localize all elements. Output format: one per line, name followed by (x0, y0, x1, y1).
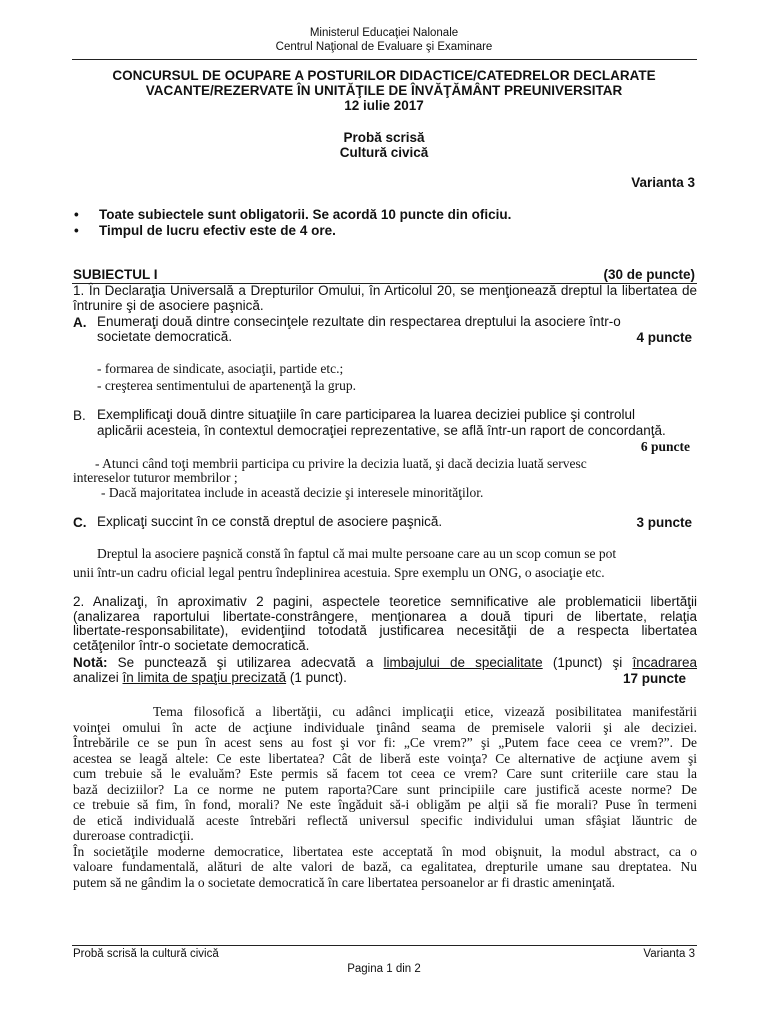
essay-line: cum trebuie să le evaluăm? Este permis să facem tot ceea ce vrem? Care sunt criteriile care stau la (73, 766, 697, 781)
section-label: SUBIECTUL I (73, 267, 158, 282)
question-2-line2: (analizarea raportului libertate-constrângere, menţionarea a două tipuri de libertate, relaţia (73, 608, 697, 624)
question-b-answer-1-line1: - Atunci când toţi membrii participa cu privire la decizia luată, şi dacă decizia luată servesc (95, 456, 587, 471)
question-a-answer-1: - formarea de sindicate, asociaţii, partide etc.; (97, 361, 344, 376)
question-a-letter: A. (73, 315, 87, 330)
note-framing: încadrarea (632, 655, 697, 670)
essay-line: voinţei omului în acte de acţiune individuale ţinând seama de premisele valorii şi ale deciziei. (73, 719, 697, 735)
essay-line: Tema filosofică a libertăţii, cu adânci implicaţii etice, vizează posibilitatea manifestării (153, 704, 697, 719)
question-2-line1: 2. Analizaţi, în aproximativ 2 pagini, aspectele teoretice semnificative ale problematicii libertăţii (73, 594, 697, 609)
variant-label: Varianta 3 (631, 175, 695, 190)
question-c-letter: C. (73, 515, 87, 530)
bullet-icon: • (74, 207, 79, 222)
question-2-note-line1: Notă: Se punctează şi utilizarea adecvată a limbajului de specialitate (1punct) şi încadrarea (73, 655, 697, 670)
section-points: (30 de puncte) (603, 267, 695, 282)
question-b-answer-2: - Dacă majoritatea include in această decizie şi interesele minorităţilor. (101, 485, 484, 500)
question-b-letter: B. (73, 408, 86, 423)
essay-line: valoare fundamentală, alături de alte valori de bază, ca egalitatea, drepturile umane sau dreptatea. Nu (73, 859, 697, 874)
exam-title-line2: VACANTE/REZERVATE ÎN UNITĂŢILE DE ÎNVĂŢĂMÂNT PREUNIVERSITAR (145, 83, 623, 98)
essay-line: ce trebuie să fim, în fond, morali? Ne este îngăduit să-i obligăm pe alţii să fie morali? Puse în termeni (73, 797, 697, 812)
question-a-line2: societate democratică. (97, 329, 233, 344)
note-specialty-language: limbajului de specialitate (383, 655, 543, 670)
question-a-line1: Enumeraţi două dintre consecinţele rezultate din respectarea dreptului la asociere într-o (97, 314, 621, 329)
exam-title-line1: CONCURSUL DE OCUPARE A POSTURILOR DIDACTICE/CATEDRELOR DECLARATE (112, 68, 656, 83)
exam-date: 12 iulie 2017 (344, 98, 424, 113)
essay-answer (73, 704, 697, 890)
essay-line: dureroase contradicţii. (73, 828, 194, 843)
essay-line: de etică individuală aceste întrebări reflectă universul specific individului uman sfâşiat lăuntric de (73, 812, 697, 828)
footer-variant: Varianta 3 (643, 948, 695, 960)
document-page: Ministerul Educaţiei Nalonale Centrul Naţional de Evaluare şi Examinare CONCURSUL DE OCUPARE A POSTURILOR DIDACTICE/CATEDRELOR DECLARATE VACANTE/REZERVATE ÎN UNITĂŢILE DE ÎNVĂŢĂMÂNT PREUNIVERSITAR 12 iulie 2017 Probă scrisă Cultură civică Varianta 3 • Toate subiectele sunt obligatorii. Se acordă 10 puncte din oficiu. • Timpul de lucru efectiv este de 4 ore. SUBIECTUL I (30 de puncte) 1. În Declaraţia Universală a Drepturilor Omului, în Articolul 20, se menţionează dreptul la libertatea de întrunire şi de asociere paşnică. A. Enumeraţi două dintre consecinţele rezultate din respectarea dreptului la asociere într-o societate democratică. 4 puncte - formarea de sindicate, asociaţii, partide etc.; - creşterea sentimentului de apartenenţă la grup. B. Exemplificaţi două dintre situaţiile în care participarea la luarea deciziei publice şi controlul aplicării acesteia, în contextul democraţiei reprezentative, se află într-un raport de concordanţă. 6 puncte - Atunci când toţi membrii participa cu privire la decizia luată, şi dacă decizia luată servesc intereselor tuturor membrilor ; - Dacă majoritatea include in această decizie şi interesele minorităţilor. C. Explicaţi succint în ce constă dreptul de asociere paşnică. 3 puncte Dreptul la asociere paşnică constă în faptul că mai multe persoane care au un scop comun se pot unii într-un cadru oficial legal pentru îndeplinirea acestuia. Spre exemplu un ONG, o asociaţie etc. 2. Analizaţi, în aproximativ 2 pagini, aspectele teoretice semnificative ale problematicii libertăţii (analizarea raportului libertate-constrângere, menţionarea a două tipuri de libertate, relaţia libertate-responsabilitate), evidenţiind totodată justificarea necesităţii de a respecta libertatea cetăţenilor într-o societate democratică. Notă: Se punctează şi utilizarea adecvată a limbajului de specialitate (1punct) şi încadrarea analizei în limita de spaţiu precizată (1 punct). 17 puncte Tema filosofică a libertăţii, cu adânci implicaţii etice, vizează posibilitatea manifestării voinţei omului în acte de acţiune individuale ţinând seama de premisele valorii şi ale deciziei. Întrebările ce se pun în acest sens au fost şi vor fi: „Ce vrem?” şi „Putem face ceea ce vrem?”. De acestea se leagă altele: Ce este libertatea? Cât de liberă este voinţa? Ce alternative de acţiune avem şi cum trebuie să le evaluăm? Este permis să facem tot ceea ce vrem? Care sunt criteriile care stau la bază deciziilor? La ce norme ne putem raporta?Care sunt principiile care justifică aceste norme? De ce trebuie să fim, în fond, morali? Ne este îngăduit să-i obligăm pe alţii să fie morali? Puse în termeni de etică individuală aceste întrebări reflectă universul specific individului uman sfâşiat lăuntric de dureroase contradicţii. În societăţile moderne democratice, libertatea este acceptată în mod obişnuit, la modul abstract, ca o valoare fundamentală, alături de alte valori de bază, ca egalitatea, drepturile umane sau dreptatea. Nu putem să ne gândim la o societate democratică în care libertatea persoanelor ar fi drastic ameninţată. Probă scrisă la cultură civică Varianta 3 Pagina 1 din 2 (0, 0, 768, 1024)
header-divider (72, 59, 697, 60)
question-c-text: Explicaţi succint în ce constă dreptul de asociere paşnică. (97, 514, 443, 529)
question-b-answer-1-line2: intereselor tuturor membrilor ; (73, 470, 238, 485)
exam-subject: Cultură civică (339, 145, 429, 160)
question-c-points: 3 puncte (636, 515, 692, 530)
question-a-points: 4 puncte (636, 330, 692, 345)
essay-line: În societăţile moderne democratice, libertatea este acceptată în mod obişnuit, la modul abstract, ca o (73, 843, 697, 859)
exam-type: Probă scrisă (343, 130, 425, 145)
center-name: Centrul Naţional de Evaluare şi Examinare (275, 41, 493, 53)
question-c-answer-line2: unii într-un cadru oficial legal pentru îndeplinirea acestuia. Spre exemplu un ONG, o asociaţie etc. (73, 565, 605, 580)
essay-line: bază deciziilor? La ce norme ne putem raporta?Care sunt principiile care justifică aceste norme? De (73, 781, 697, 797)
essay-line: Întrebările ce se pun în acest sens au fost şi vor fi: „Ce vrem?” şi „Putem face ceea ce vrem?”. De (73, 735, 697, 750)
bullet-icon: • (74, 223, 79, 238)
question-c-answer-line1: Dreptul la asociere paşnică constă în faptul că mai multe persoane care au un scop comun se pot (97, 546, 617, 561)
question-a-answer-2: - creşterea sentimentului de apartenenţă la grup. (97, 378, 357, 393)
question-2-points: 17 puncte (622, 671, 686, 686)
note-space-limit: în limita de spaţiu precizată (122, 670, 287, 685)
question-2-note-line2: analizei în limita de spaţiu precizată (1 punct). (73, 670, 347, 685)
footer-left: Probă scrisă la cultură civică (73, 948, 219, 960)
question-2-line3: libertate-responsabilitate), evidenţiind totodată justificarea necesităţii de a respecta libertatea (73, 623, 697, 638)
essay-line: putem să ne gândim la o societate democratică în care libertatea persoanelor ar fi drastic ameninţată. (73, 874, 615, 890)
question-2-text (73, 595, 697, 653)
ministry-name: Ministerul Educaţiei Nalonale (309, 27, 459, 39)
footer-divider (72, 945, 697, 946)
essay-line: acestea se leagă altele: Ce este libertatea? Cât de liberă este voinţa? Ce alternative de acţiune avem şi (73, 750, 697, 766)
question-1-intro: 1. În Declaraţia Universală a Drepturilor Omului, în Articolul 20, se menţionează dreptul la libertatea de întrunire şi de asociere paşnică. (73, 283, 697, 313)
page-number: Pagina 1 din 2 (347, 963, 421, 975)
note-label: Notă: (73, 655, 108, 670)
question-b-line1: Exemplificaţi două dintre situaţiile în care participarea la luarea deciziei publice şi controlul (97, 407, 636, 422)
question-2-line4: cetăţenilor într-o societate democratică. (73, 637, 310, 653)
question-b-points: 6 puncte (640, 439, 690, 454)
question-b-line2: aplicării acesteia, în contextul democraţiei reprezentative, se află într-un raport de concordanţă. (97, 423, 666, 438)
